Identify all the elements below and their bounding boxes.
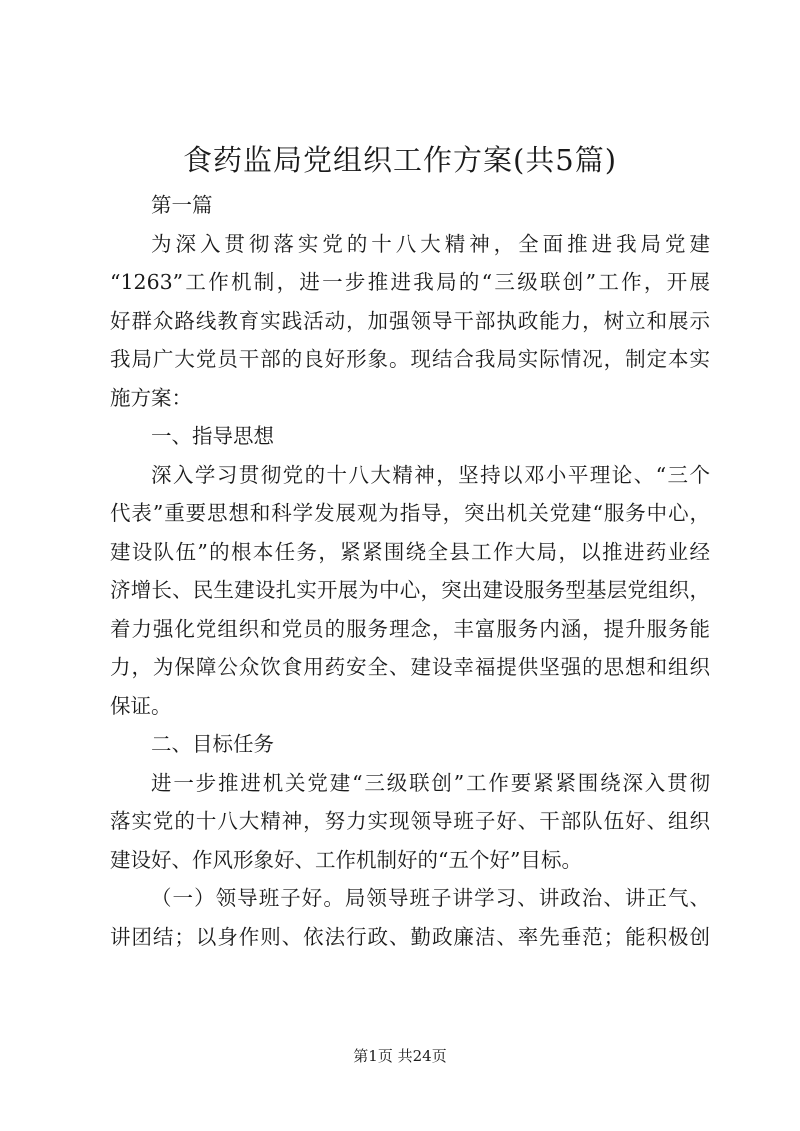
paragraph-line: 力，为保障公众饮食用药安全、建设幸福提供坚强的思想和组织 xyxy=(110,655,710,679)
paragraph-line: 为深入贯彻落实党的十八大精神，全面推进我局党建 xyxy=(151,231,710,256)
paragraph-line: 好群众路线教育实践活动，加强领导干部执政能力，树立和展示 xyxy=(110,308,710,333)
paragraph-line: 建设好、作风形象好、工作机制好的“五个好”目标。 xyxy=(110,847,582,872)
paragraph-line: （一）领导班子好。局领导班子讲学习、讲政治、讲正气、 xyxy=(151,886,710,910)
paragraph-line: 进一步推进机关党建“三级联创”工作要紧紧围绕深入贯彻 xyxy=(151,770,710,795)
paragraph-line: 济增长、民生建设扎实开展为中心，突出建设服务型基层党组织， xyxy=(110,578,710,602)
paragraph-line: 建设队伍”的根本任务，紧紧围绕全县工作大局，以推进药业经 xyxy=(110,539,710,564)
document-body xyxy=(110,186,710,956)
paragraph-line: 我局广大党员干部的良好形象。现结合我局实际情况，制定本实 xyxy=(110,347,710,371)
section-heading: 一、指导思想 xyxy=(151,424,274,448)
paragraph-line: 着力强化党组织和党员的服务理念，丰富服务内涵，提升服务能 xyxy=(110,616,710,641)
paragraph-line: “1263”工作机制，进一步推进我局的“三级联创”工作，开展 xyxy=(110,270,710,294)
paragraph-line: 代表”重要思想和科学发展观为指导，突出机关党建“服务中心， xyxy=(110,501,710,525)
paragraph-line: 讲团结；以身作则、依法行政、勤政廉洁、率先垂范；能积极创 xyxy=(110,924,710,949)
document-title: 食药监局党组织工作方案(共5篇) xyxy=(182,143,618,177)
paragraph-line: 保证。 xyxy=(110,693,172,718)
section-heading: 二、目标任务 xyxy=(151,732,274,756)
section-heading: 第一篇 xyxy=(151,193,213,217)
page-footer: 第1页 共24页 xyxy=(353,1047,447,1065)
paragraph-line: 落实党的十八大精神，努力实现领导班子好、干部队伍好、组织 xyxy=(110,809,710,833)
paragraph-line: 深入学习贯彻党的十八大精神，坚持以邓小平理论、“三个 xyxy=(151,462,710,487)
paragraph-line: 施方案： xyxy=(110,385,192,410)
